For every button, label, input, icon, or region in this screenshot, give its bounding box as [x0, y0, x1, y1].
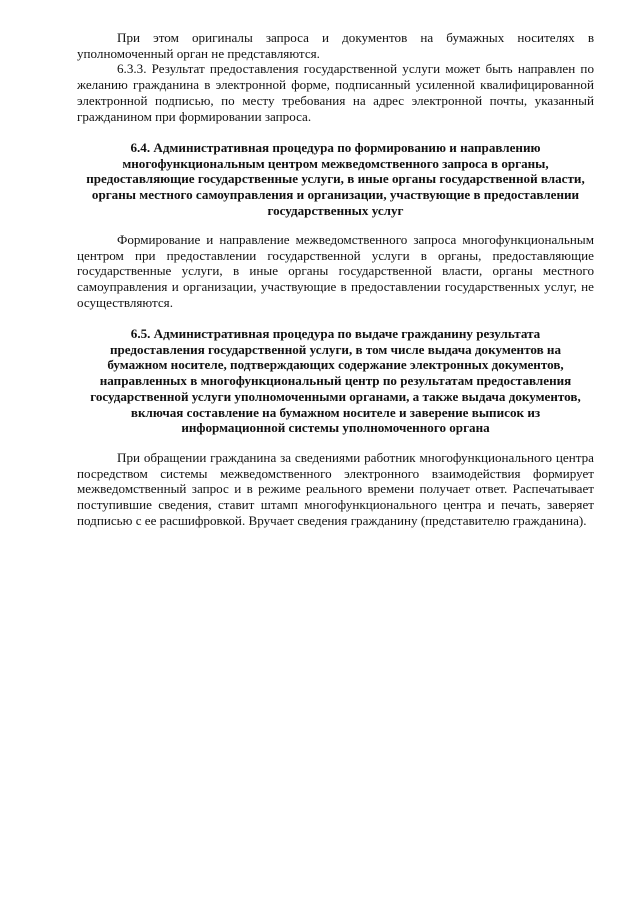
paragraph-6-4: Формирование и направление межведомственного запроса многофункциональным центром при предоставлении государственной услуги в органы, предоставляющие государственные услуги, в иные органы государственной власти, органы местного самоуправления и организации, участвующие в предоставлении государственных услуг, не осуществляются.: [77, 232, 594, 310]
paragraph-originals-note: При этом оригиналы запроса и документов на бумажных носителях в уполномоченный орган не представляются.: [77, 30, 594, 61]
section-6-4-heading: 6.4. Административная процедура по формированию и направлению многофункциональным центром межведомственного запроса в органы, предоставляющие государственные услуги, в иные органы государственной власти, органы местного самоуправления и организации, участвующие в предоставлении государственных услуг: [86, 140, 585, 218]
section-6-3-tail: [77, 30, 594, 124]
section-6-4-body: [77, 232, 594, 311]
paragraph-6-3-3: 6.3.3. Результат предоставления государственной услуги может быть направлен по желанию гражданина в электронной форме, подписанный усиленной квалифицированной электронной подписью, по месту требования на адрес электронной почты, указанный гражданином при формировании запроса.: [77, 61, 594, 124]
section-6-5-heading-block: [77, 326, 594, 436]
paragraph-6-5: При обращении гражданина за сведениями работник многофункционального центра посредством системы межведомственного электронного взаимодействия формирует межведомственный запрос и в режиме реального времени получает ответ. Распечатывает поступившие сведения, ставит штамп многофункционального центра и печать, заверяет подписью с ее расшифровкой. Вручает сведения гражданину (представителю гражданина).: [77, 450, 594, 528]
section-6-5-body: [77, 450, 594, 529]
section-6-5-heading: 6.5. Административная процедура по выдаче гражданину результата предоставления государственной услуги, в том числе выдача документов на бумажном носителе, подтверждающих содержание электронных документов, направленных в многофункциональный центр по результатам предоставления государственной услуги уполномоченными органами, а также выдача документов, включая составление на бумажном носителе и заверение выписок из информационной системы уполномоченного органа: [90, 326, 581, 436]
section-6-4-heading-block: [77, 140, 594, 219]
